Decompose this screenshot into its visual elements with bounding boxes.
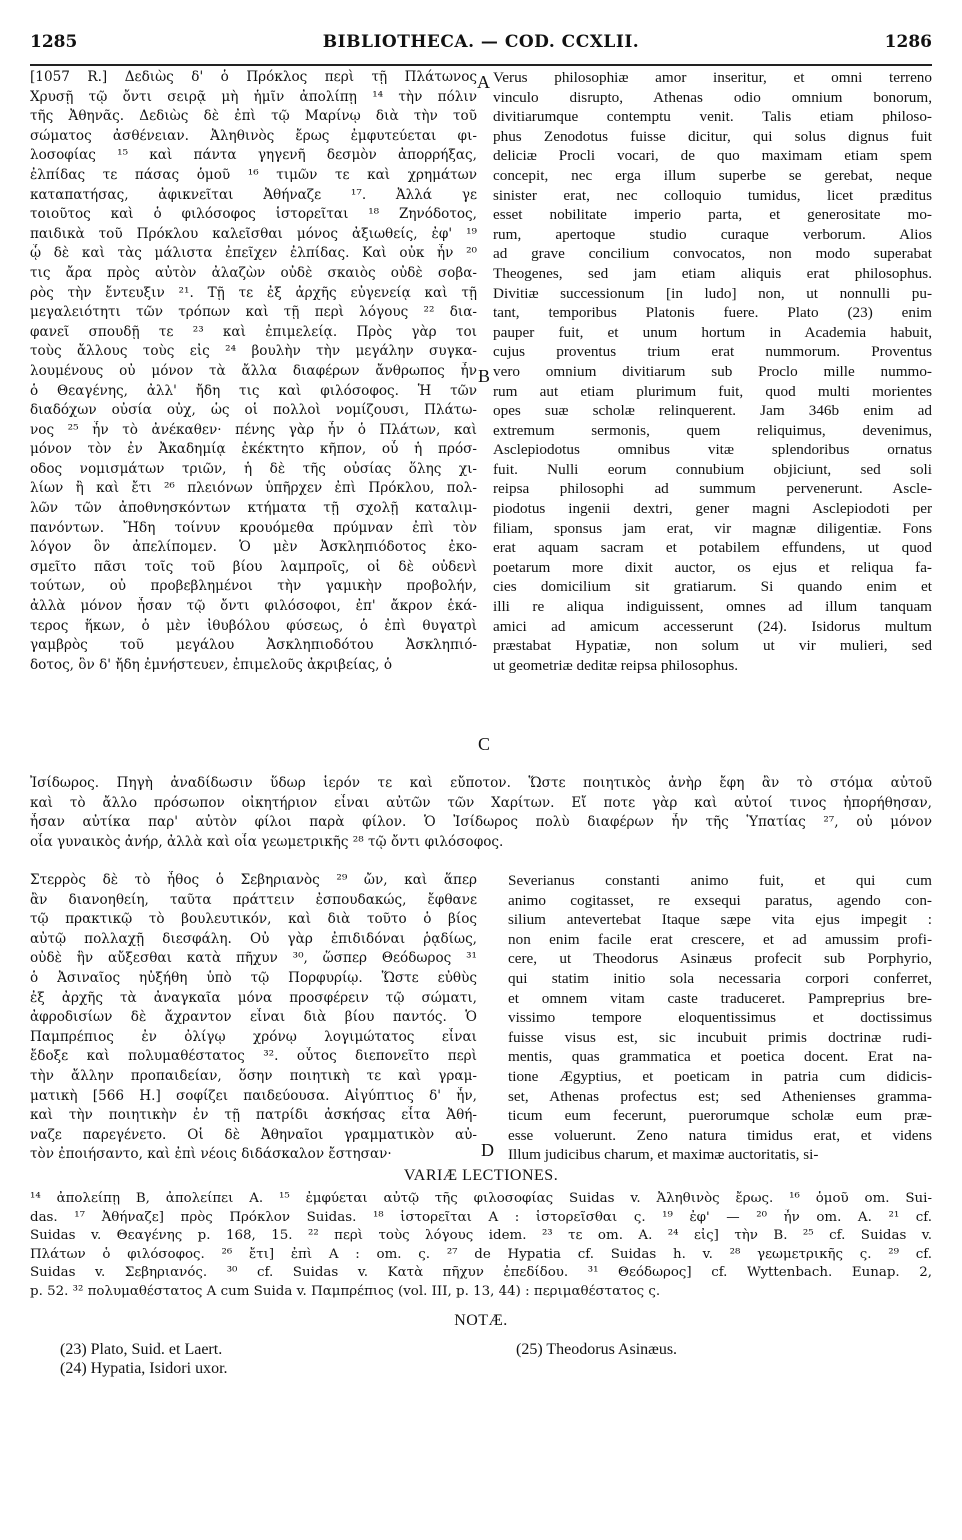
text-line: reipsa philosophi ad summum pervenerunt. Ascle- <box>493 480 932 498</box>
text-line: qui statim initio sola necessaria corpori conferret, <box>508 969 932 987</box>
text-line: vinculo disrupto, Athenas odio omnium bonorum, <box>493 88 932 106</box>
text-line: poetarum more dixit auctor, os ejus et reliqua fa- <box>493 558 932 576</box>
text-line: Theogenes, sed jam etiam aliquis erat philosophus. <box>493 264 932 282</box>
text-line: οἷα γυναικὸς ἀνήρ, ἀλλὰ καὶ οἷα γεωμετρικῆς ²⁸ τῷ ὄντι φιλόσοφος. <box>30 833 504 850</box>
text-line: cere, ut Theodorus Asinæus profecit sub Porphyrio, <box>508 950 932 968</box>
text-line: ut geometriæ deditæ reipsa philosophus. <box>493 656 739 674</box>
margin-letter-b: B <box>478 366 491 386</box>
text-line: opes suæ scholæ relinquerent. Jam 346b enim ad <box>493 402 932 420</box>
text-line: λίων ἢ καὶ ἔτι ²⁶ πλειόνων ὑπῆρχεν ἐπὶ Πρόκλου, πολ- <box>30 480 477 497</box>
text-line: esse voluerunt. Zeno natura timidus erat, et videns <box>508 1126 932 1144</box>
text-line: τούτων, οὐ προβεβλημένοι τὴν γαμικὴν προβολήν, <box>30 578 477 595</box>
text-line: ἦσαν αὐτίκα παρ' αὐτὸν φίλοι παρὰ φίλον. Ὁ Ἰσίδωρος πολὺ διαφέρων ἦν τῆς Ὑπατίας ²⁷, οὐ μόνον <box>30 814 932 831</box>
text-line: set, Athenas profectus est; sed Athenienses gramma- <box>508 1087 932 1105</box>
text-line: vissimo tempore eloquentissimus et doctissimus <box>508 1009 932 1027</box>
text-line: vero omnium divitiarum sub Proclo mille nummo- <box>493 362 932 380</box>
notae-right <box>516 1340 677 1359</box>
text-line: σώματος ἀσθένειαν. Ἀληθινὸς ἔρως ἐμφυτεύεται φι- <box>30 127 477 144</box>
text-line: Στερρὸς δὲ τὸ ἦθος ὁ Σεβηριανὸς ²⁹ ὤν, καὶ ἅπερ <box>30 872 477 888</box>
text-line: Suidas v. Θεαγένης p. 168, 15. ²² περὶ τοὺς λόγους idem. ²³ τε om. A. ²⁴ εἰς] τὴν B. ²⁵ cf. Suidas v. <box>30 1228 932 1244</box>
text-line: Verus philosophiæ amor inseritur, et omni terreno <box>493 69 932 86</box>
variae-lectiones <box>30 1190 932 1302</box>
text-line: πανόντων. Ἤδη τοίνυν κρουόμεθα πρύμναν ἐπὶ τὸν <box>30 519 477 536</box>
margin-letter-c: C <box>478 734 491 754</box>
text-line: λῶν τῶν ἀποθνησκόντων κτήματα τῇ σχολῇ καταλιμ- <box>30 500 477 517</box>
text-line: silium antevertebat Itaque sæpe vita ejus impegit : <box>508 911 932 929</box>
text-line: filiam, sponsus jam erat, vir magnæ diligentiæ. Fons <box>493 519 932 537</box>
text-line: Ἰσίδωρος. Πηγὴ ἀναδίδωσιν ὕδωρ ἱερόν τε καὶ εὔποτον. Ὥστε ποιητικὸς ἀνὴρ ἔφη ἂν τὸ στόμα αὐτοῦ <box>30 775 932 791</box>
text-line: Suidas v. Σεβηριανός. ³⁰ cf. Suidas v. Κατὰ πῆχυν ἐπεδίδου. ³¹ Θεόδωρος] cf. Wyttenbach. Eunap. 2, <box>30 1265 932 1281</box>
text-line: phus Zenodotus fuisse dicitur, qui solus dignus fuit <box>493 127 932 145</box>
text-line: p. 52. ³² πολυμαθέστατος A cum Suida v. Παμπρέπιος (vol. III, p. 13, 44) : περιμαθέστατος ς. <box>30 1283 661 1299</box>
page <box>30 28 932 1508</box>
text-line: λόγον ὃν ἀπελίπομεν. Ὁ μὲν Ἀσκληπιόδοτος ἐκο- <box>30 539 477 556</box>
text-line: Illum judicibus charum, et maximæ auctoritatis, si- <box>508 1146 819 1164</box>
text-line: piodotus ingenii dextri, gener magni Asclepiodoti per <box>493 500 932 518</box>
text-line: οὐδὲ ἣν αὔξεσθαι κατὰ πῆχυν ³⁰, ὥσπερ Θεόδωρος ³¹ <box>30 950 477 967</box>
text-line: τερος ἥκων, ὁ μὲν ἰθυβόλου φύσεως, ὁ ἐπὶ θυγατρὶ <box>30 617 477 634</box>
text-line: ματικὴ [566 H.] σοφίζει παιδεύουσα. Αἰγύπτιος δ' ἦν, <box>30 1087 477 1104</box>
text-line: ἂν διανοηθείη, ταῦτα πράττειν ἐσπουδακώς, ἔφθανε <box>30 891 477 908</box>
text-line: cujus proventus trium erat nummorum. Proventus <box>493 343 932 361</box>
text-line: Asclepiodotus omnibus vitæ splendoribus ornatus <box>493 441 932 459</box>
text-line: Χρυσῇ τῷ ὄντι σειρᾷ μὴ ἡμῖν ἀπολίπῃ ¹⁴ τὴν πόλιν <box>30 88 477 105</box>
text-line: τις ἄρα πρὸς αὐτὸν ἀλαζὼν οὐδὲ σκαιὸς οὐδὲ σοβα- <box>30 264 477 281</box>
text-line: Παμπρέπιος ἐν ὀλίγῳ χρόνῳ λογιμώτατος εἶναι <box>30 1028 477 1045</box>
text-line: ἀλλὰ μόνον ἦσαν τῷ ὄντι φιλόσοφοι, ἐπ' ἄκρον ἑκά- <box>30 598 477 615</box>
text-line: τοιοῦτος καὶ ὁ φιλόσοφος ἱστορεῖται ¹⁸ Ζηνόδοτος, <box>30 206 477 223</box>
text-line: ad grave concilium convocatos, non modo superabat <box>493 245 932 263</box>
text-line: præstabat Hypatiæ, non solum ut vir mulieri, sed <box>493 637 932 655</box>
text-line: διαδόχων οὐσία οὐχ, ὡς οἱ πολλοὶ νομίζουσι, Πλάτω- <box>30 402 477 419</box>
variae-lectiones-title: VARIÆ LECTIONES. <box>403 1167 559 1184</box>
text-line: pauper fuit, et unum hortum in Academia habuit, <box>493 323 932 341</box>
text-line: divitiarumque contemptu venit. Talis etiam philoso- <box>493 108 932 126</box>
text-line: τοὺς ἄλλους τοὺς εἰς ²⁴ βουλὴν τὴν μεγάλην συγκα- <box>30 343 477 360</box>
text-line: σμεῖτο πᾶσι τοῖς τοῦ βίου λαμπροῖς, οἱ δὲ οὐδενὶ <box>30 558 477 575</box>
notae-title: NOTÆ. <box>454 1312 508 1329</box>
text-line: παιδικὰ τοῦ Πρόκλου καλεῖσθαι μόνος ἀξιωθείς, ἐφ' ¹⁹ <box>30 225 477 242</box>
text-line: rum, apertoque studio curaque verborum. Alios <box>493 225 932 243</box>
text-line: erat aquam sacram et potabilem effundens, ut quod <box>493 539 932 557</box>
text-line: mentis, quas grammatica et poetica docent. Erat na- <box>508 1048 932 1066</box>
text-line: et omnem vitam caste traduceret. Pampreprius bre- <box>508 989 932 1007</box>
text-line: ρὸς τὴν ἔντευξιν ²¹. Τῇ τε ἐξ ἀρχῆς εὐγενείᾳ καὶ τῇ <box>30 284 477 301</box>
text-line: τὴν ἄλλην προπαιδείαν, ὅσην ποιητικὴ τε καὶ γραμ- <box>30 1067 477 1084</box>
nota-23: (23) Plato, Suid. et Laert. <box>60 1341 223 1358</box>
text-line: concepit, nec erga illum superbe se gerebat, neque <box>493 166 932 184</box>
latin-column-top <box>493 68 932 675</box>
text-line: ἔδοξε καὶ πολυμαθέστατος ³². οὗτος διεπονεῖτο περὶ <box>30 1048 477 1065</box>
page-header <box>30 32 932 62</box>
text-line: cies domicilium sit gratiarum. Si quando enim et <box>493 578 932 596</box>
text-line: ἐλπίδας τε πάσας ὁμοῦ ¹⁶ τιμῶν τε καὶ χρημάτων <box>30 166 477 183</box>
text-line: Divitiæ successionum [in ludo] non, ut nonnulli pu- <box>493 284 932 302</box>
text-line: καταπατήσας, ἀφικνεῖται Ἀθήναζε ¹⁷. Ἀλλά γε <box>30 186 477 203</box>
text-line: λουμένους οὐ μόνον τὰ ἄλλα διαφέρων ἄνθρωπος ἦν <box>30 362 477 379</box>
greek-full-width <box>30 774 932 852</box>
text-line: φανεῖ σπουδῇ τε ²³ καὶ ἐπιμελείᾳ. Πρὸς γὰρ τοι <box>30 323 477 340</box>
text-line: esset nobilitate imperio parta, et generositate mo- <box>493 206 932 224</box>
text-line: [1057 R.] Δεδιὼς δ' ὁ Πρόκλος περὶ τῇ Πλάτωνος <box>30 69 477 85</box>
text-line: non enim facile erat crescere, et ad amussim profi- <box>508 930 932 948</box>
text-line: rum aut etiam plurimum fuit, quod multi morientes <box>493 382 932 400</box>
text-line: extremum sermonis, quem reliquimus, devenimus, <box>493 421 932 439</box>
margin-letter-a: A <box>477 72 490 92</box>
notae-left <box>60 1340 228 1378</box>
text-line: illi re aliqua indiguissent, omnes ad illum tanquam <box>493 598 932 616</box>
text-line: ticum eum fecerunt, puerorumque scholæ eum præ- <box>508 1107 932 1125</box>
text-line: ὁ Θεαγένης, ἀλλ' ἤδη τις καὶ φιλόσοφος. Ἡ τῶν <box>30 382 477 399</box>
text-line: tant, temporibus Platonis fuere. Plato (23) enim <box>493 304 932 322</box>
greek-column-top <box>30 68 477 675</box>
text-line: καὶ τὴν ποιητικὴν ἐν τῇ πατρίδι ἀσκήσας εἶτα Ἀθή- <box>30 1107 477 1124</box>
text-line: ὁ Ἀσιναῖος ηὐξήθη ὑπὸ τῷ Πορφυρίῳ. Ὥστε εὐθὺς <box>30 969 477 986</box>
text-line: das. ¹⁷ Ἀθήναζε] πρὸς Πρόκλον Suidas. ¹⁸ ἱστορεῖται A : ἱστορεῖσθαι ς. ¹⁹ ἐφ' — ²⁰ ἦν om. A. ²¹ cf. <box>30 1209 932 1225</box>
text-line: καὶ τὸ ἄλλο πρόσωπον οἰκητήριον εἶναι αὐτῶν τῶν Χαρίτων. Εἴ ποτε γὰρ καὶ αὐτοί τινος ἠπορήθησαν, <box>30 794 932 811</box>
text-line: Πλάτων ὁ φιλόσοφος. ²⁶ ἔτι] ἐπὶ A : om. ς. ²⁷ de Hypatia cf. Suidas h. v. ²⁸ γεωμετρικῆς ς. ²⁹ cf. <box>30 1246 932 1262</box>
header-rule <box>30 64 932 66</box>
latin-column-bottom <box>508 871 932 1165</box>
text-line: ᾧ δὲ καὶ τὰς μάλιστα ἐπεῖχεν ἐλπίδας. Καὶ οὐκ ἦν ²⁰ <box>30 245 477 262</box>
page-number-left: 1285 <box>30 32 78 52</box>
text-line: τῆς Ἀθηνᾶς. Δεδιὼς δὲ ἐπὶ τῷ Μαρίνῳ διὰ τὴν τοῦ <box>30 108 477 125</box>
text-line: fuisse visus est, sic incubuit primis doctrinæ rudi- <box>508 1028 932 1046</box>
nota-25: (25) Theodorus Asinæus. <box>516 1341 678 1358</box>
text-line: οδος νομισμάτων τριῶν, ἡ δὲ τῆς οὐσίας ὅλης χι- <box>30 460 477 477</box>
text-line: τὸν ἐποιήσαντο, καὶ ἐπὶ νέοις διδάσκαλον ἔστησαν· <box>30 1146 392 1163</box>
text-line: τῷ πρακτικῷ τὸ βουλευτικόν, καὶ διὰ τοῦτο ὁ βίος <box>30 911 477 928</box>
text-line: Severianus constanti animo fuit, et qui cum <box>508 872 932 889</box>
text-line: deliciæ Procli vocari, de quo maximam etiam spem <box>493 147 932 165</box>
nota-24: (24) Hypatia, Isidori uxor. <box>60 1360 228 1377</box>
text-line: μόνον τὸν ἐν Ἀκαδημίᾳ ἐκέκτητο κῆπον, οὗ ἡ πρόσ- <box>30 441 477 458</box>
text-line: tione Ægyptius, et poeticam in patria cum didicis- <box>508 1067 932 1085</box>
text-line: ἐξ ἀρχῆς τὰ ἀναγκαῖα μόνα προσφέρειν τῷ σώματι, <box>30 989 477 1006</box>
running-title: BIBLIOTHECA. — COD. CCXLII. <box>322 32 640 52</box>
text-line: δοτος, ὃν δ' ἤδη ἐμνήστευεν, ἐπιμελοῦς ἀκριβείας, ὁ <box>30 656 393 673</box>
text-line: λοσοφίας ¹⁵ καὶ πάντα γηγενῆ δεσμὸν ἀπορρήξας, <box>30 147 477 164</box>
text-line: γαμβρὸς τοῦ μεγάλου Ἀσκληπιοδότου Ἀσκληπιό- <box>30 637 477 654</box>
margin-letter-d: D <box>481 1140 494 1160</box>
text-line: αὐτῷ πολλαχῇ διεσφάλη. Οὐ γὰρ ἐπιδιδόναι ῥᾳδίως, <box>30 930 477 947</box>
text-line: animo cogitasset, re exsequi paratus, agendo con- <box>508 891 932 909</box>
text-line: νος ²⁵ ἦν τὸ ἀνέκαθεν· πένης γὰρ ἦν ὁ Πλάτων, καὶ <box>30 421 477 438</box>
text-line: ναζε παρεγένετο. Οἱ δὲ Ἀθηναῖοι γραμματικὸν αὐ- <box>30 1126 477 1143</box>
greek-column-bottom <box>30 871 477 1165</box>
text-line: ἀφροδισίων δὲ ἄχραντον εἶναι διὰ βίου παντός. Ὁ <box>30 1009 477 1026</box>
page-number-right: 1286 <box>884 32 932 52</box>
text-line: sinister erat, nec colloquio tumidus, licet præditus <box>493 186 932 204</box>
text-line: fuit. Nulli eorum connubium objiciunt, sed soli <box>493 460 932 478</box>
text-line: amici ad amicum accesserunt (24). Isidorus multum <box>493 617 932 635</box>
text-line: μεγαλειότητι τῶν τρόπων καὶ τῇ περὶ λόγους ²² δια- <box>30 304 477 321</box>
text-line: ¹⁴ ἀπολείπῃ B, ἀπολείπει A. ¹⁵ ἐμφύεται αὐτῷ τῆς φιλοσοφίας Suidas v. Ἀληθινὸς ἔρως. ¹⁶ ὁμοῦ om. Sui- <box>30 1191 932 1206</box>
